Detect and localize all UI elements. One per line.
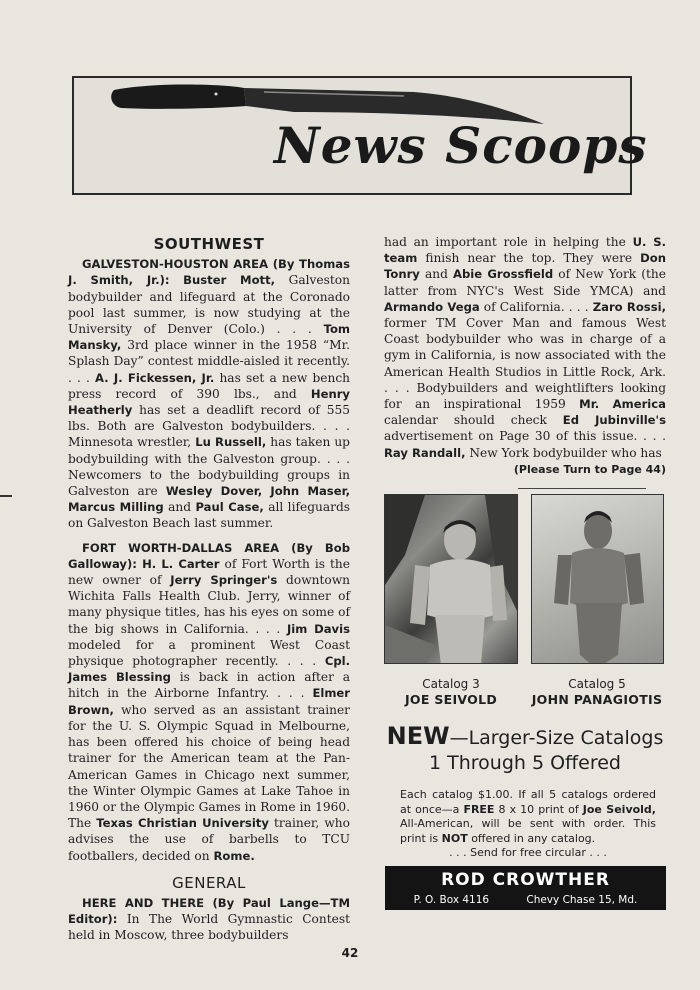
body-text: former TM Cover Man and famous West Coast bodybuilder who was in charge of a gym in California, is now associated with the American Health Studios in Little Rock, Ark. . . . Bodybuilders and weightlifters looking for an inspirational 1959: [384, 316, 666, 412]
caption-catalog-3: [381, 676, 521, 708]
section-heading-southwest: SOUTHWEST: [153, 235, 265, 253]
person-name: Rome.: [213, 848, 255, 863]
person-name: Lu Russell,: [195, 435, 267, 450]
caption-catalog-5: [527, 676, 667, 708]
body-text: is back in action after a hitch in the Airborne Infantry. . . .: [68, 670, 350, 701]
ad-emphasis: FREE: [463, 802, 495, 816]
ad-headline-text: —Larger-Size Catalogs: [449, 727, 664, 749]
body-text: all lifeguards on Galveston Beach last summer.: [68, 500, 350, 531]
ad-text: All-American, will be sent with order. This print is: [400, 817, 656, 845]
divider: [518, 488, 646, 489]
ad-headline-line2: 1 Through 5 Offered: [429, 752, 621, 774]
person-name: Zaro Rossi,: [592, 299, 666, 314]
body-text: of Fort Worth is the new owner of: [68, 556, 350, 588]
model-name: JOE SEIVOLD: [404, 692, 498, 707]
photo-joe-seivold: [384, 494, 518, 664]
ad-headline: [384, 724, 666, 776]
body-text: of California. . . .: [479, 299, 593, 314]
body-text: and: [163, 500, 196, 515]
catalog-number: Catalog 5: [568, 677, 626, 691]
body-text: In The World Gymnastic Contest held in Moscow, three bodybuilders: [68, 912, 350, 943]
person-name: Armando Vega: [384, 299, 480, 314]
paragraph-here-and-there: [68, 895, 350, 944]
ad-text: 8 x 10 print of: [494, 802, 583, 816]
person-name: Paul Case,: [195, 500, 264, 515]
person-name: Elmer Brown,: [68, 686, 350, 717]
model-name: JOHN PANAGIOTIS: [531, 692, 663, 707]
ad-emphasis: NOT: [441, 831, 468, 845]
po-box: P. O. Box 4116: [413, 894, 490, 906]
body-text: finish near the top. They were: [417, 251, 641, 266]
person-name: Cpl. James Blessing: [68, 654, 350, 685]
person-name: Don Tonry: [384, 251, 666, 282]
city: Chevy Chase 15, Md.: [526, 894, 638, 906]
body-text: of New York (the latter from NYC's West Side YMCA) and: [384, 267, 666, 298]
ad-text: Each catalog $1.00. If all 5 catalogs ordered at once—a: [400, 788, 656, 816]
person-name: Jim Davis: [286, 621, 350, 636]
person-name: Abie Grossfield: [453, 267, 554, 282]
paragraph-fort-worth-dallas: [68, 540, 350, 864]
ad-body: [400, 788, 656, 861]
person-name: Texas Christian University: [96, 816, 269, 831]
advertiser-name: ROD CROWTHER: [441, 870, 610, 890]
person-name: Mr. America: [579, 397, 666, 412]
person-name: U. S. team: [384, 235, 666, 266]
turn-page-note: (Please Turn to Page 44): [513, 462, 666, 476]
advertiser-box: [385, 866, 666, 910]
body-text: who served as an assistant trainer for the U. S. Olympic Squad in Melbourne, has been offered his choice of being head trainer for the American team at the Pan-American Games in Chicago next summer, the Winter Olympic Games at Lake Tahoe in 1960 or the Olympic Games in Rome in 1960. The: [68, 702, 350, 831]
body-text: 3rd place winner in the 1958 “Mr. Splash Day” contest middle-aisled it recently. . . .: [68, 338, 350, 385]
area-heading: HERE AND THERE (By Paul Lange—TM Editor):: [68, 895, 350, 927]
body-text: advertisement on Page 30 of this issue. . . .: [384, 429, 666, 444]
person-name: Henry Heatherly: [68, 386, 350, 418]
left-column: [68, 234, 350, 952]
person-name: Wesley Dover, John Maser, Marcus Milling: [68, 484, 350, 515]
ad-text: offered in any catalog.: [467, 831, 596, 845]
body-text: downtown Wichita Falls Health Club. Jerry, winner of many physique titles, has his eyes on some of the big shows in California. . . .: [68, 573, 350, 636]
page-number: 42: [341, 946, 359, 960]
news-scoops-banner: [72, 76, 648, 195]
person-name: Tom Mansky,: [68, 322, 350, 353]
ad-emphasis: Joe Seivold,: [582, 802, 656, 816]
body-text: has set a new bench press record of 390 lbs., and: [68, 370, 350, 401]
body-text: Galveston bodybuilder and lifeguard at the Coronado pool last summer, is now studying at the University of Denver (Colo.) . . .: [68, 273, 350, 337]
person-name: A. J. Fickessen, Jr.: [95, 370, 215, 385]
margin-mark: [0, 495, 12, 497]
body-text: has taken up bodybuilding with the Galveston group. . . . Newcomers to the bodybuilding groups in Galveston are: [68, 435, 350, 499]
body-text: modeled for a prominent West Coast physique photographer recently. . . .: [68, 637, 350, 669]
body-text: had an important role in helping the: [384, 235, 633, 249]
advertiser-address: [385, 893, 666, 907]
paragraph-galveston-houston: [68, 256, 350, 531]
person-name: Ed Jubinville's: [562, 413, 666, 428]
body-text: calendar should check: [384, 413, 563, 428]
bodybuilder-photo-icon: [385, 495, 518, 664]
ad-new-label: NEW: [386, 722, 450, 750]
photo-john-panagiotis: [531, 494, 664, 664]
person-name: Ray Randall,: [384, 445, 466, 460]
right-column: [384, 234, 666, 489]
banner-title: News Scoops: [274, 116, 648, 175]
paragraph-continued: [384, 234, 666, 461]
catalog-number: Catalog 3: [422, 677, 480, 691]
area-heading: GALVESTON-HOUSTON AREA (By Thomas J. Smith, Jr.):: [68, 257, 350, 288]
person-name: Jerry Springer's: [170, 573, 278, 588]
body-text: and: [419, 267, 454, 282]
body-text: trainer, who advises the use of barbells to TCU footballers, decided on: [68, 816, 350, 863]
body-text: has set a deadlift record of 555 lbs. Both are Galveston bodybuilders. . . . Minnesota wrestler,: [68, 403, 350, 450]
area-heading: FORT WORTH-DALLAS AREA (By Bob Galloway): H. L. Carter: [68, 540, 350, 571]
body-text: New York bodybuilder who has: [465, 445, 662, 460]
section-heading-general: GENERAL: [172, 873, 246, 892]
person-name: Buster Mott,: [183, 273, 276, 288]
ad-circular-note: . . . Send for free circular . . .: [449, 846, 607, 860]
bodybuilder-photo-icon: [532, 495, 664, 664]
